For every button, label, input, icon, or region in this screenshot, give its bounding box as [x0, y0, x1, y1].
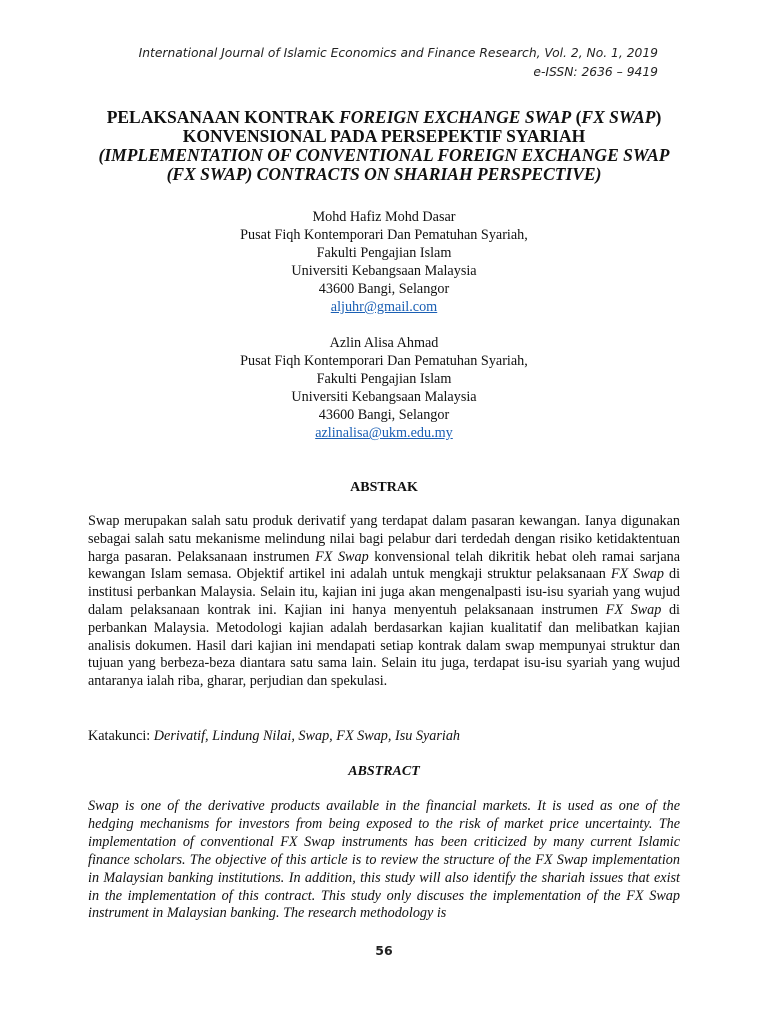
author-affiliation: Pusat Fiqh Kontemporari Dan Pematuhan Syariah,	[240, 227, 528, 243]
title-line-4: (FX SWAP) CONTRACTS ON SHARIAH PERSPECTIVE)	[166, 164, 602, 184]
author-university: Universiti Kebangsaan Malaysia	[291, 263, 477, 279]
author-affiliation: Pusat Fiqh Kontemporari Dan Pematuhan Syariah,	[240, 353, 528, 369]
paper-title	[70, 108, 698, 184]
author-block	[80, 208, 688, 316]
author-block	[80, 334, 688, 442]
author-name: Mohd Hafiz Mohd Dasar	[312, 209, 456, 225]
author-university: Universiti Kebangsaan Malaysia	[291, 389, 477, 405]
journal-citation: International Journal of Islamic Economics and Finance Research, Vol. 2, No. 1, 2019	[138, 46, 658, 60]
keywords-label: Katakunci:	[88, 728, 154, 744]
author-email-link[interactable]: aljuhr@gmail.com	[330, 299, 438, 315]
page-number: 56	[375, 943, 393, 958]
abstract-heading: ABSTRACT	[348, 764, 420, 779]
author-list	[80, 208, 688, 460]
keywords	[88, 728, 460, 745]
abstrak-body: Swap merupakan salah satu produk derivatif yang terdapat dalam pasaran kewangan. Ianya digunakan sebagai salah satu mekanisme melindung nilai bagi pelabur dari terdedah dengan risiko ketidaktentuan harga pasaran. Pelaksanaan instrumen FX Swap konvensional telah dikritik hebat oleh ramai sarjana kewangan Islam semasa. Objektif artikel ini adalah untuk mengkaji struktur pelaksanaan FX Swap di institusi perbankan Malaysia. Selain itu, kajian ini juga akan mengenalpasti isu-isu syariah yang wujud dalam pelaksanaan kontrak ini. Kajian ini hanya menyentuh pelaksanaan instrumen FX Swap di perbankan Malaysia. Metodologi kajian adalah berdasarkan kajian kualitatif dan melibatkan kajian analisis dokumen. Hasil dari kajian ini mendapati setiap kontrak dalam swap mempunyai struktur dan tujuan yang berbeza-beza diantara satu sama lain. Selain itu juga, terdapat isu-isu syariah yang wujud antaranya ialah riba, gharar, perjudian dan spekulasi.	[88, 513, 681, 690]
author-address: 43600 Bangi, Selangor	[318, 407, 450, 423]
author-faculty: Fakulti Pengajian Islam	[316, 245, 452, 261]
author-email-link[interactable]: azlinalisa@ukm.edu.my	[315, 425, 453, 441]
keywords-terms: Derivatif, Lindung Nilai, Swap, FX Swap, Isu Syariah	[153, 728, 461, 744]
author-name: Azlin Alisa Ahmad	[329, 335, 439, 351]
abstrak-heading: ABSTRAK	[350, 480, 418, 495]
journal-header	[139, 44, 658, 82]
abstract-body: Swap is one of the derivative products available in the financial markets. It is used as one of the hedging mechanisms for investors from being exposed to the risk of market price uncertainty. The implementation of conventional FX Swap instruments has been criticized by many current Islamic finance scholars. The objective of this article is to review the structure of the FX Swap implementation in Malaysian banking institutions. In addition, this study will also identify the shariah issues that exist in the implementation of this contract. This study only discuses the implementation of the FX Swap instrument in Malaysian banking. The research methodology is	[88, 798, 680, 922]
journal-eissn: e-ISSN: 2636 – 9419	[533, 65, 658, 79]
author-faculty: Fakulti Pengajian Islam	[316, 371, 452, 387]
author-address: 43600 Bangi, Selangor	[318, 281, 450, 297]
title-line-3: (IMPLEMENTATION OF CONVENTIONAL FOREIGN EXCHANGE SWAP	[98, 145, 670, 165]
title-line-1: PELAKSANAAN KONTRAK FOREIGN EXCHANGE SWAP (FX SWAP)	[106, 107, 662, 127]
title-line-2: KONVENSIONAL PADA PERSEPEKTIF SYARIAH	[182, 126, 586, 146]
